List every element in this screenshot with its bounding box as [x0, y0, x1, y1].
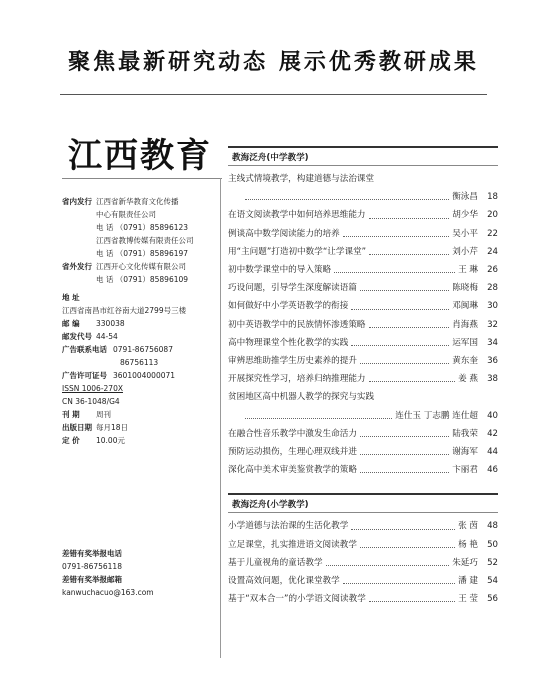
article-title: 贫困地区高中机器人教学的探究与实践: [228, 392, 375, 403]
article-author: 黄东奎: [452, 356, 478, 367]
toc-entry[interactable]: [228, 188, 498, 206]
article-author: 连仕玉 丁志鹏 连仕超: [395, 410, 478, 421]
date-label: 出版日期: [62, 423, 92, 432]
outside-line: 电 话 （0791）85896109: [96, 275, 189, 284]
page-number: 28: [487, 283, 498, 294]
report-email-label: 差错有奖举报邮箱: [62, 575, 122, 584]
banner-divider: [60, 94, 487, 95]
leader-dots: [369, 316, 450, 328]
postcode-label: 邮 编: [62, 319, 80, 328]
toc-entry[interactable]: [228, 517, 498, 535]
page-number: 46: [487, 465, 498, 476]
article-title: 如何做好中小学英语教学的衔接: [228, 301, 349, 312]
page-number: 32: [487, 319, 498, 330]
article-title: 在语文阅读教学中如何培养思维能力: [228, 210, 366, 221]
price-label: 定 价: [62, 436, 80, 445]
leader-dots: [360, 279, 449, 291]
date-value: 每月18日: [96, 423, 129, 432]
page-number: 30: [487, 301, 498, 312]
leader-dots: [351, 334, 449, 346]
leader-dots: [245, 407, 392, 419]
outside-line: 江西开心文化传媒有限公司: [96, 262, 186, 271]
cn-value: CN 36-1048/G4: [62, 397, 120, 406]
page-number: 26: [487, 265, 498, 276]
mailcode-label: 邮发代号: [62, 332, 92, 341]
article-author: 谢海军: [452, 447, 478, 458]
toc-entry[interactable]: [228, 536, 498, 554]
page-number: 40: [487, 410, 498, 421]
article-title: 审辨思维助推学生历史素养的提升: [228, 356, 357, 367]
journal-logo: 江西教育: [68, 136, 212, 176]
page-number: 24: [487, 246, 498, 257]
article-author: 吴小平: [452, 228, 478, 239]
article-title: 例谈高中数学阅读能力的培养: [228, 228, 340, 239]
page-number: 18: [487, 192, 498, 203]
toc-entry[interactable]: [228, 443, 498, 461]
article-author: 陈晓梅: [452, 283, 478, 294]
article-author: 衡泳昌: [452, 192, 478, 203]
toc-entry[interactable]: [228, 316, 498, 334]
toc-entry[interactable]: [228, 590, 498, 608]
toc-entry[interactable]: [228, 334, 498, 352]
article-author: 肖海燕: [452, 319, 478, 330]
report-phone-value: 0791-86756118: [62, 562, 122, 571]
page-number: 52: [487, 557, 498, 568]
article-title: 立足课堂，扎实推进语文阅读教学: [228, 539, 357, 550]
article-title: 小学道德与法治课的生活化教学: [228, 521, 349, 532]
article-author: 胡少华: [452, 210, 478, 221]
article-author: 运军国: [452, 337, 478, 348]
leader-dots: [245, 188, 449, 200]
article-author: 王 琳: [458, 265, 478, 276]
article-title: 初中英语教学中的民族情怀渗透策略: [228, 319, 366, 330]
host-line: 中心有限责任公司: [96, 210, 156, 219]
toc-entry[interactable]: [228, 554, 498, 572]
toc-entry[interactable]: [228, 425, 498, 443]
issn-value: ISSN 1006-270X: [62, 384, 123, 393]
address-value: 江西省南昌市红谷南大道2799号三楼: [62, 306, 187, 315]
toc-entry[interactable]: [228, 297, 498, 315]
ad-phone-value-2: 86756113: [120, 358, 159, 367]
article-title: 初中数学课堂中的导入策略: [228, 265, 332, 276]
leader-dots: [360, 443, 449, 455]
outside-distribution-label: 省外发行: [62, 262, 92, 271]
toc-entry[interactable]: [228, 225, 498, 243]
report-email-value: kanwuchacuo@163.com: [62, 588, 154, 597]
leader-dots: [369, 206, 450, 218]
mailcode-value: 44-54: [96, 332, 118, 341]
ad-phone-label: 广告联系电话: [62, 345, 107, 354]
price-value: 10.00元: [96, 436, 125, 445]
article-title: 预防运动损伤，生理心理双线并进: [228, 447, 357, 458]
article-author: 张 茵: [458, 521, 478, 532]
leader-dots: [360, 425, 449, 437]
postcode-value: 330038: [96, 319, 125, 328]
section-heading: 教海泛舟(小学教学): [228, 493, 498, 513]
host-distribution-label: 省内发行: [62, 197, 92, 206]
toc-entry[interactable]: [228, 170, 498, 188]
leader-dots: [326, 554, 450, 566]
article-author: 邓闽琳: [452, 301, 478, 312]
toc-entry[interactable]: [228, 370, 498, 388]
article-author: 姜 燕: [458, 374, 478, 385]
address-label: 地 址: [62, 293, 80, 302]
toc-entry[interactable]: [228, 279, 498, 297]
page-number: 50: [487, 539, 498, 550]
host-line: 江西省教博传媒有限责任公司: [96, 236, 194, 245]
leader-dots: [369, 243, 449, 255]
report-phone-label: 差错有奖举报电话: [62, 549, 122, 558]
article-title: 巧设问题，引导学生深度解读语篇: [228, 283, 357, 294]
article-title: 在融合性音乐教学中激发生命活力: [228, 428, 357, 439]
page-number: 20: [487, 210, 498, 221]
page-number: 44: [487, 447, 498, 458]
brand-divider: [62, 178, 222, 179]
page-number: 36: [487, 356, 498, 367]
leader-dots: [351, 517, 455, 529]
toc-entry[interactable]: [228, 261, 498, 279]
article-author: 朱延巧: [452, 557, 478, 568]
ad-license-value: 3601004000071: [113, 371, 176, 380]
article-author: 刘小芹: [452, 246, 478, 257]
host-line: 电 话 （0791）85896197: [96, 249, 189, 258]
page-number: 22: [487, 228, 498, 239]
article-title: 用“主问题”打造初中数学“让学课堂”: [228, 246, 367, 257]
column-divider: [220, 178, 221, 658]
period-value: 周刊: [96, 410, 111, 419]
article-author: 王 莹: [458, 594, 478, 605]
toc-entry[interactable]: [228, 243, 498, 261]
article-title: 主线式情境教学，构建道德与法治课堂: [228, 174, 375, 184]
host-line: 电 话 （0791）85896123: [96, 223, 189, 232]
toc-entry[interactable]: [228, 352, 498, 370]
article-title: 基于儿童视角的童话教学: [228, 557, 323, 568]
leader-dots: [360, 352, 449, 364]
page-number: 38: [487, 374, 498, 385]
host-line: 江西省新华教育文化传播: [96, 197, 179, 206]
table-of-contents: [228, 146, 498, 608]
banner-title: 聚焦最新研究动态 展示优秀教研成果: [68, 50, 479, 75]
page-number: 48: [487, 521, 498, 532]
period-label: 刊 期: [62, 410, 80, 419]
page-number: 54: [487, 576, 498, 587]
leader-dots: [360, 461, 449, 473]
leader-dots: [351, 297, 449, 309]
leader-dots: [369, 590, 455, 602]
article-author: 杨 艳: [458, 539, 478, 550]
article-title: 设置高效问题，优化课堂教学: [228, 576, 340, 587]
article-author: 陆我荣: [452, 428, 478, 439]
toc-entry[interactable]: [228, 407, 498, 425]
article-author: 潘 建: [458, 576, 478, 587]
article-title: 高中物理课堂个性化教学的实践: [228, 337, 349, 348]
leader-dots: [369, 370, 456, 382]
article-title: 基于“双本合一”的小学语文阅读教学: [228, 594, 366, 605]
leader-dots: [360, 536, 455, 548]
ad-phone-value: 0791-86756087: [113, 345, 173, 354]
page-number: 56: [487, 594, 498, 605]
publication-info: [62, 195, 220, 599]
toc-entry[interactable]: [228, 572, 498, 590]
article-title: 深化高中美术审美鉴赏教学的策略: [228, 465, 357, 476]
page-number: 42: [487, 428, 498, 439]
section-heading: 教海泛舟(中学教学): [228, 146, 498, 166]
toc-entry[interactable]: [228, 388, 498, 406]
ad-license-label: 广告许可证号: [62, 371, 107, 380]
leader-dots: [343, 225, 449, 237]
leader-dots: [343, 572, 455, 584]
article-author: 卞丽君: [452, 465, 478, 476]
page-number: 34: [487, 337, 498, 348]
toc-entry[interactable]: [228, 206, 498, 224]
article-title: 开展探究性学习，培养归纳推理能力: [228, 374, 366, 385]
leader-dots: [334, 261, 455, 273]
toc-entry[interactable]: [228, 461, 498, 479]
